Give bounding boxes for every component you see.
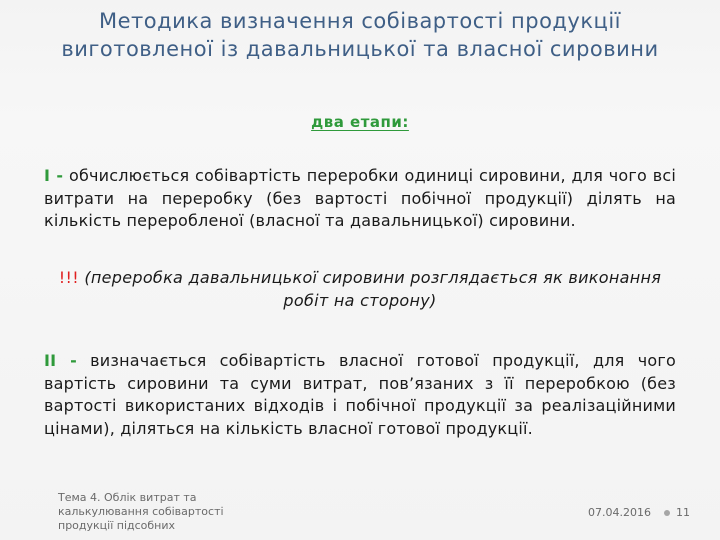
stage-two-paragraph <box>44 350 676 440</box>
footer-topic-text: Тема 4. Облік витрат та калькулювання собівартості продукції підсобних <box>58 491 224 532</box>
footer-date: 07.04.2016 <box>588 506 651 519</box>
stage-one-numeral: I - <box>44 166 64 185</box>
stage-two-text: визначається собівартість власної готової продукції, для чого вартість сировини та суми витрат, пов’язаних з її переробкою (без вартості використаних відходів і побічної продукції за реалізаційними цінами), діляться на кількість власної готової продукції. <box>44 351 676 438</box>
subtitle <box>0 113 720 131</box>
page-number: 11 <box>676 506 690 519</box>
note-text: (переробка давальницької сировини розглядається як виконання робіт на сторону) <box>78 268 662 310</box>
stage-one-text: обчислюється собівартість переробки одиниці сировини, для чого всі витрати на переробку (без вартості побічної продукції) ділять на кількість переробленої (власної та давальницької) сировини. <box>44 166 676 230</box>
separator-dot-icon <box>664 510 670 516</box>
footer-topic <box>44 491 274 540</box>
slide-title: Методика визначення собівартості продукції виготовленої із давальницької та власної сировини <box>61 9 659 61</box>
stage-two-numeral: II - <box>44 351 77 370</box>
stage-one-paragraph <box>44 165 676 233</box>
subtitle-text: два етапи: <box>311 113 409 131</box>
exclamation-marks: !!! <box>58 268 79 287</box>
note-paragraph <box>44 266 676 312</box>
